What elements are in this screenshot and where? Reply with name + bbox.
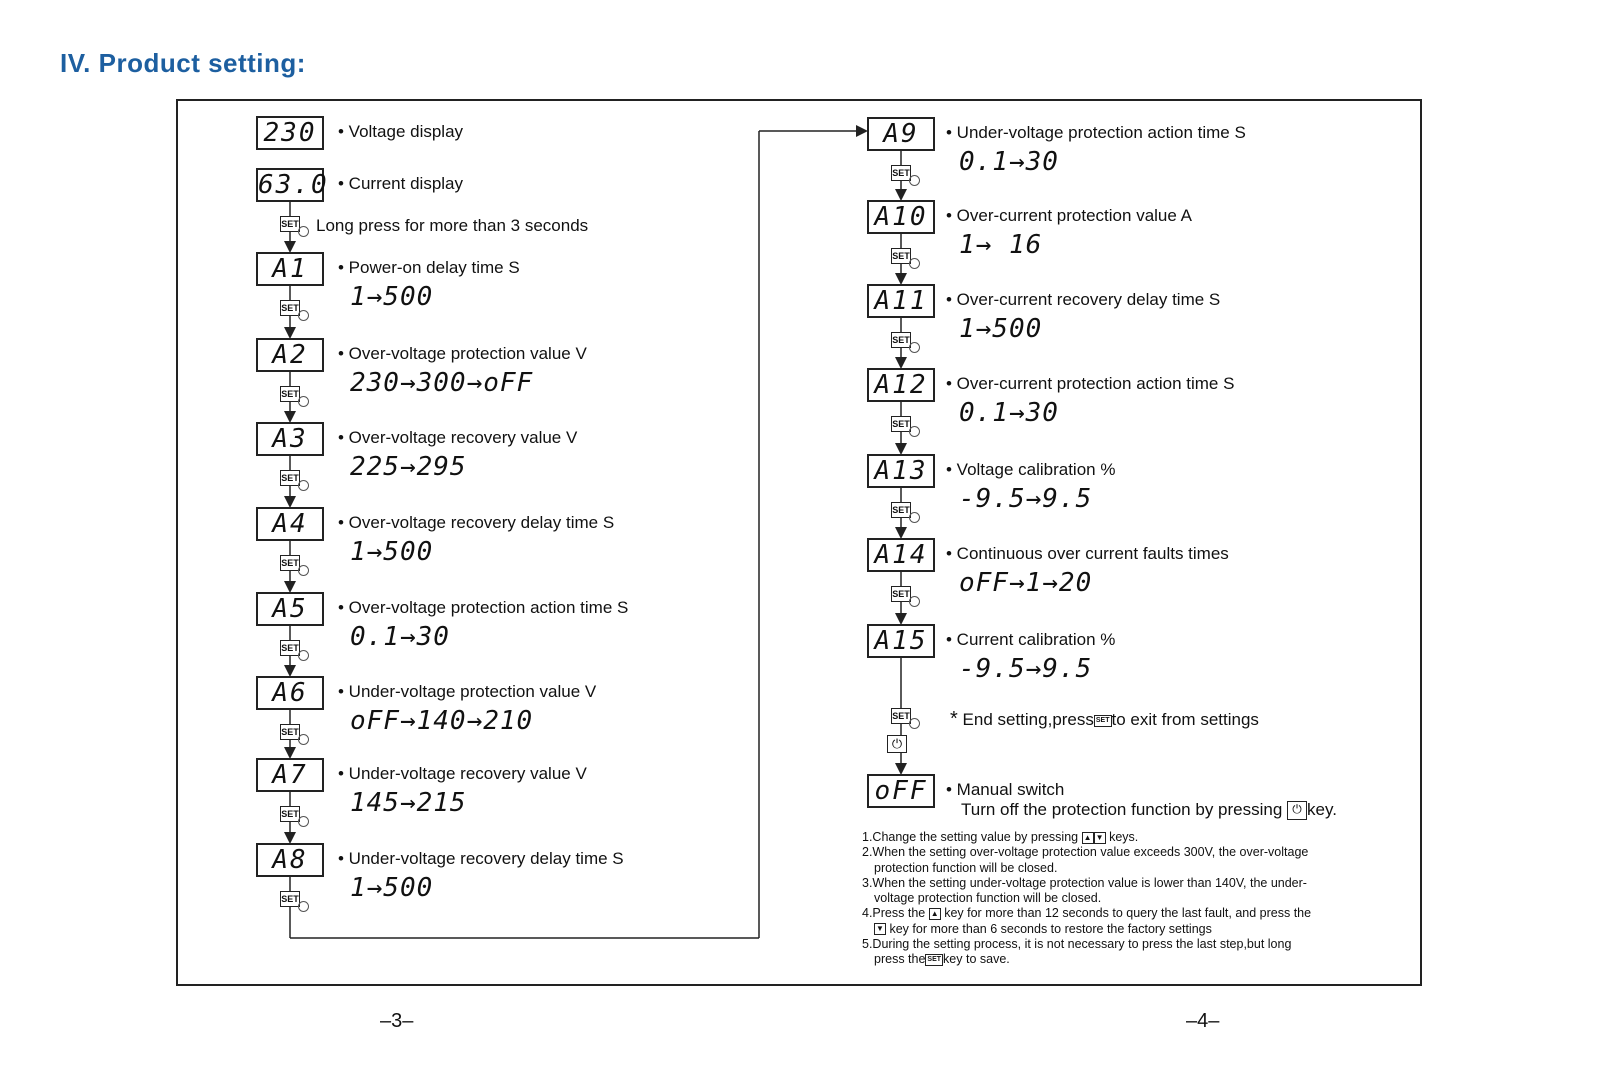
- set-key-icon: SET: [280, 300, 300, 316]
- left-step-label-2: • Power-on delay time S: [338, 258, 520, 277]
- page-title: IV. Product setting:: [60, 48, 306, 78]
- note-1: 1.Change the setting value by pressing ▲ ▼ keys.: [862, 830, 1139, 844]
- manual-switch-desc: [961, 800, 1337, 820]
- left-step-range-9: 1→500: [350, 873, 434, 903]
- set-key-icon-hand-icon: [298, 310, 309, 321]
- up-arrow-icon: ▲: [929, 908, 941, 920]
- right-step-range-1: 1→ 16: [959, 230, 1043, 260]
- right-step-range-2: 1→500: [959, 314, 1043, 344]
- right-step-label-1: • Over-current protection value A: [946, 206, 1192, 225]
- manual-switch-desc-before: Turn off the protection function by pressing: [961, 800, 1283, 819]
- set-key-icon: SET: [891, 332, 911, 348]
- right-step-label-2: • Over-current recovery delay time S: [946, 290, 1221, 309]
- left-step-range-8: 145→215: [350, 788, 467, 818]
- set-key-icon: SET: [891, 708, 911, 724]
- left-step-display-9: A8: [256, 843, 324, 877]
- right-step-label-3: • Over-current protection action time S: [946, 374, 1235, 393]
- right-step-label-5: • Continuous over current faults times: [946, 544, 1229, 563]
- note-4-line1: 4.Press the ▲ key for more than 12 seconds to query the last fault, and press the: [862, 906, 1312, 921]
- note-5-line2: press the SET key to save.: [874, 952, 1010, 967]
- note-5-line1: 5.During the setting process, it is not necessary to press the last step,but long: [862, 937, 1292, 952]
- notes-list: [862, 830, 1402, 968]
- left-step-display-4: A3: [256, 422, 324, 456]
- right-step-label-6: • Current calibration %: [946, 630, 1116, 649]
- set-key-icon: SET: [280, 386, 300, 402]
- left-step-display-6: A5: [256, 592, 324, 626]
- note-2-line1: 2.When the setting over-voltage protection value exceeds 300V, the over-voltage: [862, 845, 1309, 860]
- manual-switch-desc-after: key.: [1307, 800, 1337, 819]
- set-key-icon: SET: [891, 586, 911, 602]
- right-step-display-5: A14: [867, 538, 935, 572]
- left-step-range-6: 0.1→30: [350, 622, 450, 652]
- set-key-icon: SET: [280, 216, 300, 232]
- up-arrow-icon: ▲: [1082, 832, 1094, 844]
- display-off: oFF: [867, 774, 935, 808]
- set-key-icon-hand-icon: [909, 258, 920, 269]
- right-step-display-3: A12: [867, 368, 935, 402]
- set-key-inline: SET: [1094, 715, 1112, 727]
- set-key-icon-hand-icon: [298, 480, 309, 491]
- left-step-range-2: 1→500: [350, 282, 434, 312]
- left-step-label-0: • Voltage display: [338, 122, 464, 141]
- set-key-icon-hand-icon: [909, 342, 920, 353]
- page-number-left: –3–: [380, 1010, 414, 1032]
- set-key-icon-hand-icon: [909, 426, 920, 437]
- left-step-display-5: A4: [256, 507, 324, 541]
- set-key-icon: SET: [891, 502, 911, 518]
- set-key-icon-hand-icon: [298, 650, 309, 661]
- note-2-line2: protection function will be closed.: [874, 860, 1058, 875]
- long-press-hint: Long press for more than 3 seconds: [316, 216, 589, 235]
- left-step-label-9: • Under-voltage recovery delay time S: [338, 849, 624, 868]
- left-step-label-1: • Current display: [338, 174, 464, 193]
- set-key-icon-hand-icon: [909, 718, 920, 729]
- left-step-label-3: • Over-voltage protection value V: [338, 344, 587, 363]
- set-key-icon-hand-icon: [298, 565, 309, 576]
- set-key-icon-hand-icon: [298, 396, 309, 407]
- set-key-icon: SET: [280, 891, 300, 907]
- end-setting-hint: [950, 708, 1259, 731]
- set-key-icon: SET: [280, 806, 300, 822]
- right-step-range-5: oFF→1→20: [959, 568, 1093, 598]
- end-star: *: [950, 708, 958, 730]
- set-key-inline: SET: [925, 954, 943, 966]
- set-key-icon: SET: [891, 416, 911, 432]
- right-step-display-6: A15: [867, 624, 935, 658]
- right-step-display-1: A10: [867, 200, 935, 234]
- end-hint-after: to exit from settings: [1111, 710, 1259, 729]
- left-step-display-2: A1: [256, 252, 324, 286]
- left-step-display-1: 63.0: [258, 170, 329, 200]
- set-key-icon: SET: [280, 555, 300, 571]
- right-step-label-4: • Voltage calibration %: [946, 460, 1116, 479]
- right-step-range-6: -9.5→9.5: [959, 654, 1093, 684]
- set-key-icon: SET: [891, 165, 911, 181]
- left-step-display-3: A2: [256, 338, 324, 372]
- power-key-icon: ⏻: [887, 735, 907, 753]
- set-key-icon-hand-icon: [909, 596, 920, 607]
- note-4-line2: ▼ key for more than 6 seconds to restore the factory settings: [862, 922, 1402, 937]
- manual-switch-label: • Manual switch: [946, 780, 1065, 799]
- set-key-icon: SET: [280, 724, 300, 740]
- left-step-label-7: • Under-voltage protection value V: [338, 682, 597, 701]
- left-step-display-7: A6: [256, 676, 324, 710]
- right-step-display-0: A9: [867, 117, 935, 151]
- set-key-icon-hand-icon: [909, 175, 920, 186]
- set-key-icon: SET: [280, 470, 300, 486]
- set-key-icon: SET: [280, 640, 300, 656]
- right-step-range-4: -9.5→9.5: [959, 484, 1093, 514]
- left-step-display-8: A7: [256, 758, 324, 792]
- left-step-range-5: 1→500: [350, 537, 434, 567]
- right-step-display-2: A11: [867, 284, 935, 318]
- set-key-icon-hand-icon: [298, 734, 309, 745]
- set-key-icon-hand-icon: [298, 901, 309, 912]
- page-number-right: –4–: [1186, 1010, 1220, 1032]
- set-key-icon-hand-icon: [909, 512, 920, 523]
- left-step-label-6: • Over-voltage protection action time S: [338, 598, 629, 617]
- set-key-icon-hand-icon: [298, 226, 309, 237]
- right-step-range-3: 0.1→30: [959, 398, 1059, 428]
- note-3-line1: 3.When the setting under-voltage protection value is lower than 140V, the under-: [862, 875, 1307, 890]
- right-step-display-4: A13: [867, 454, 935, 488]
- left-step-range-4: 225→295: [350, 452, 467, 482]
- left-step-display-0: 230: [256, 116, 324, 150]
- end-hint-before: End setting,press: [962, 710, 1094, 729]
- right-step-range-0: 0.1→30: [959, 147, 1059, 177]
- left-step-range-7: oFF→140→210: [350, 706, 534, 736]
- right-step-label-0: • Under-voltage protection action time S: [946, 123, 1246, 142]
- left-step-label-8: • Under-voltage recovery value V: [338, 764, 587, 783]
- down-arrow-icon: ▼: [874, 923, 886, 935]
- left-step-label-5: • Over-voltage recovery delay time S: [338, 513, 615, 532]
- left-step-range-3: 230→300→oFF: [350, 368, 534, 398]
- left-step-label-4: • Over-voltage recovery value V: [338, 428, 578, 447]
- down-arrow-icon: ▼: [1094, 832, 1106, 844]
- set-key-icon: SET: [891, 248, 911, 264]
- note-3-line2: voltage protection function will be closed.: [874, 891, 1102, 906]
- set-key-icon-hand-icon: [298, 816, 309, 827]
- power-icon-inline: ⏻: [1287, 801, 1307, 820]
